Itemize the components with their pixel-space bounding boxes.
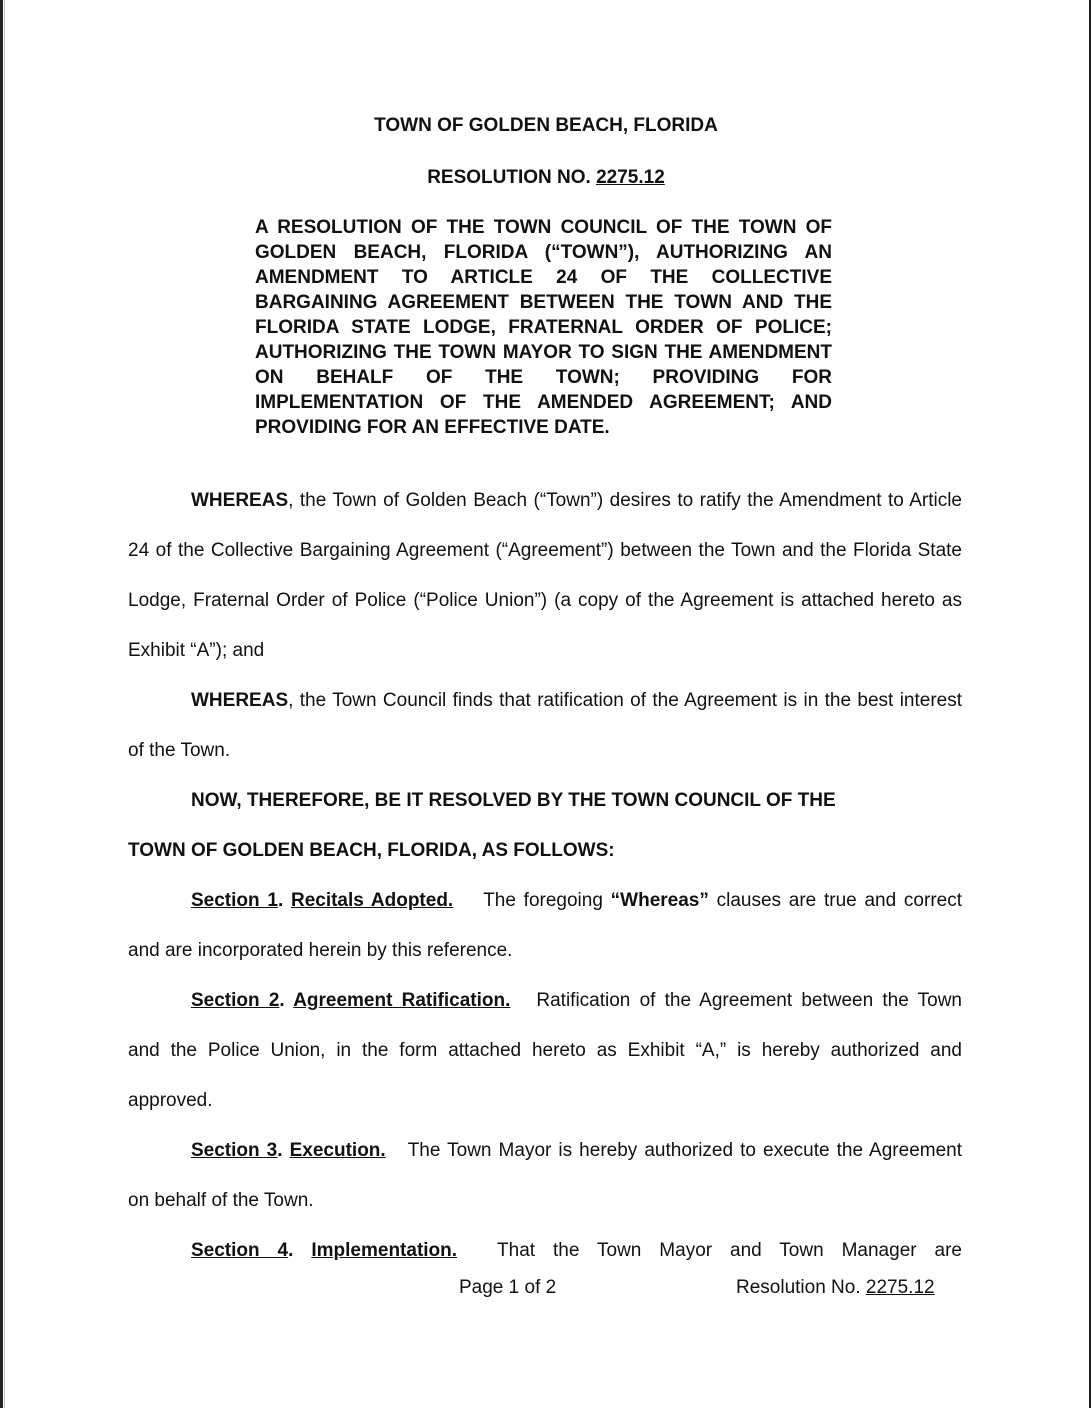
footer-resolution-number: 2275.12 — [865, 1277, 935, 1298]
section-4: Section 4. Implementation. That the Town Mayor and Town Manager are — [191, 1240, 962, 1261]
section-text: Ratification of the Agreement between the Town and the Police Union, in the form attached hereto as Exhibit “A,” is hereby authorized and approved. — [128, 990, 962, 1111]
section-text: That the Town Mayor and Town Manager are — [497, 1240, 962, 1261]
section-number: Section 2 — [191, 990, 280, 1011]
whereas-lead: WHEREAS — [191, 490, 289, 511]
whereas-paragraph-2 — [128, 676, 962, 776]
page-number: Page 1 of 2 — [459, 1277, 557, 1298]
scan-edge-right — [1089, 0, 1091, 1408]
whereas-lead: WHEREAS — [191, 690, 289, 711]
section-title: Agreement Ratification. — [293, 990, 511, 1011]
resolved-clause — [128, 776, 962, 876]
whereas-text: , the Town of Golden Beach (“Town”) desires to ratify the Amendment to Article 24 of the Collective Bargaining Agreement (“Agreement”) between the Town and the Florida State Lodge, Fraternal Order of Police (“Police Union”) (a copy of the Agreement is attached hereto as Exhibit “A”); and — [128, 490, 962, 661]
section-2: Section 2. Agreement Ratification. Ratification of the Agreement between the Town and the Police Union, in the form attached hereto as Exhibit “A,” is hereby authorized and approved. — [128, 990, 962, 1111]
scan-edge-left-shadow — [4, 0, 5, 1408]
resolution-heading — [0, 167, 1092, 189]
resolution-heading-number: 2275.12 — [596, 167, 665, 188]
section-number: Section 3 — [191, 1140, 278, 1161]
scan-edge-left — [0, 0, 3, 1408]
section-number: Section 1 — [191, 890, 278, 911]
resolved-line-1: NOW, THEREFORE, BE IT RESOLVED BY THE TOWN COUNCIL OF THE — [191, 790, 836, 811]
resolved-line-2: TOWN OF GOLDEN BEACH, FLORIDA, AS FOLLOWS: — [128, 840, 615, 861]
section-number: Section 4 — [191, 1240, 289, 1261]
document-town-heading: TOWN OF GOLDEN BEACH, FLORIDA — [374, 115, 718, 136]
section-text: The Town Mayor is hereby authorized to execute the Agreement on behalf of the Town. — [128, 1140, 962, 1211]
section-1: Section 1. Recitals Adopted. The foregoing “Whereas” clauses are true and correct and are incorporated herein by this reference. — [128, 890, 962, 961]
footer-resolution: Resolution No. 2275.12 — [736, 1277, 935, 1298]
section-title: Implementation. — [311, 1240, 458, 1261]
section-title: Execution. — [289, 1140, 386, 1161]
resolution-heading-prefix: RESOLUTION NO. — [427, 167, 597, 188]
section-title: Recitals Adopted. — [290, 890, 454, 911]
section-3: Section 3. Execution. The Town Mayor is hereby authorized to execute the Agreement on behalf of the Town. — [128, 1140, 962, 1211]
whereas-paragraph-1 — [128, 476, 962, 676]
whereas-text: , the Town Council finds that ratification of the Agreement is in the best interest of the Town. — [128, 690, 962, 761]
resolution-abstract: A RESOLUTION OF THE TOWN COUNCIL OF THE TOWN OF GOLDEN BEACH, FLORIDA (“TOWN”), AUTHORIZING AN AMENDMENT TO ARTICLE 24 OF THE COLLECTIVE BARGAINING AGREEMENT BETWEEN THE TOWN AND THE FLORIDA STATE LODGE, FRATERNAL ORDER OF POLICE; AUTHORIZING THE TOWN MAYOR TO SIGN THE AMENDMENT ON BEHALF OF THE TOWN; PROVIDING FOR IMPLEMENTATION OF THE AMENDED AGREEMENT; AND PROVIDING FOR AN EFFECTIVE DATE. — [255, 217, 832, 438]
